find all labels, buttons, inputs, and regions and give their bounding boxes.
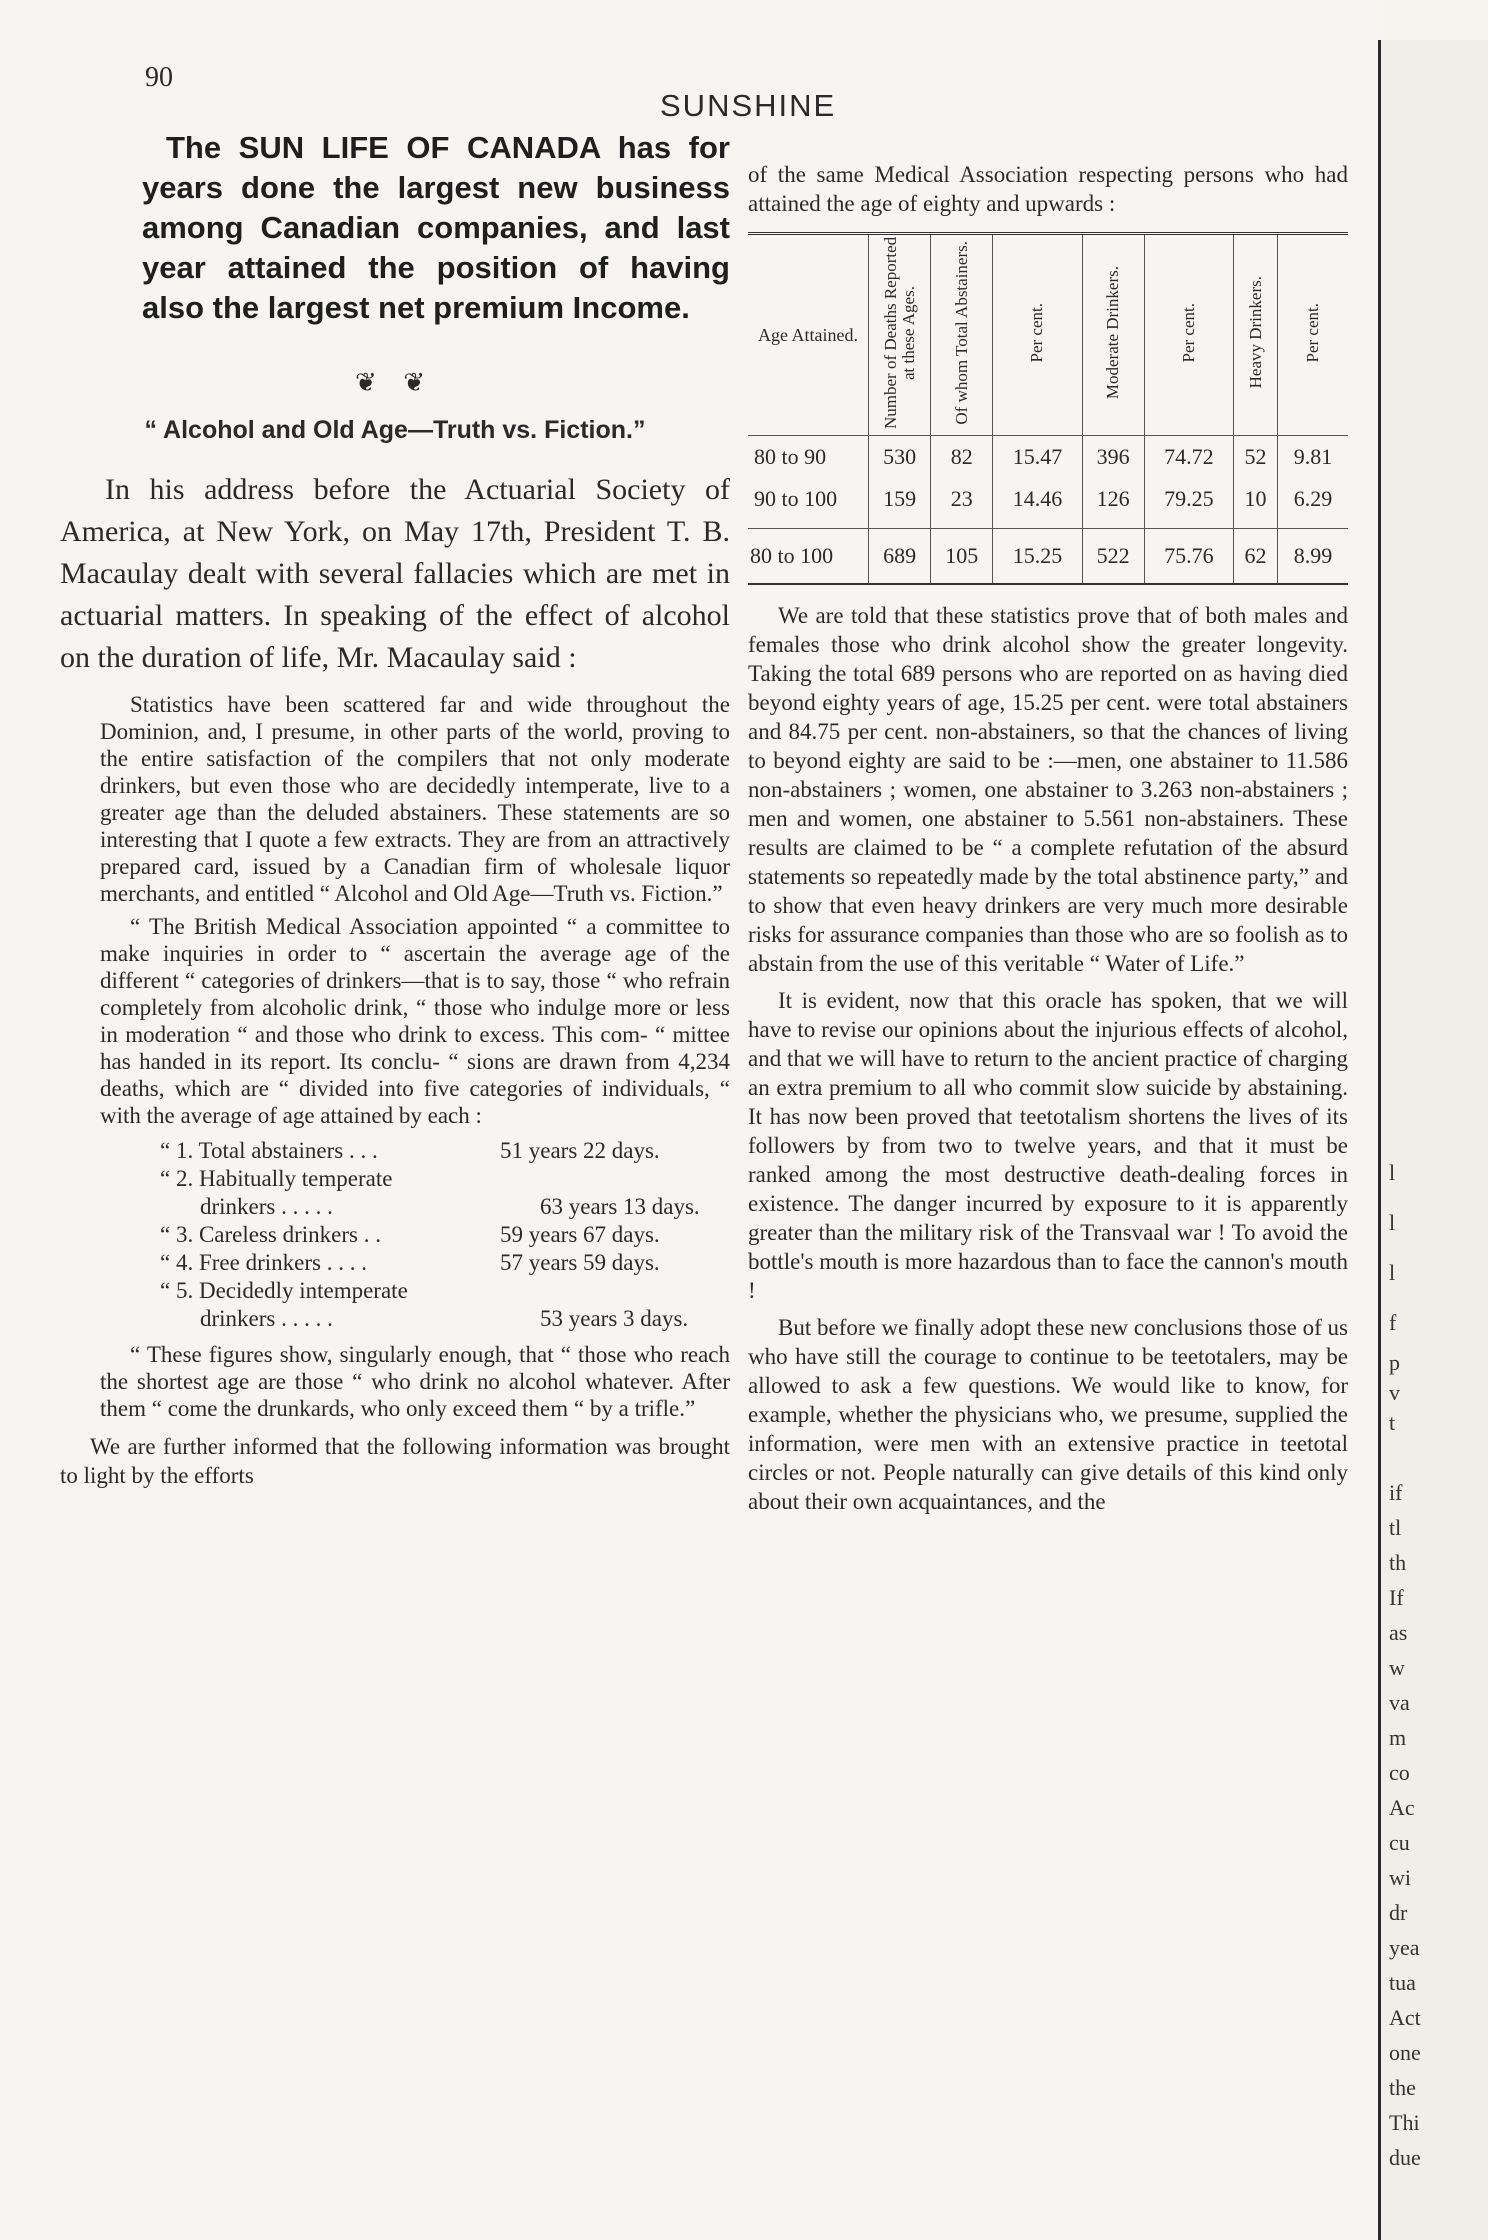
header-pct-label: Per cent. bbox=[1303, 302, 1323, 363]
body-paragraph: We are further informed that the following information was brought to light by the efforts bbox=[60, 1434, 730, 1488]
table-cell: 689 bbox=[869, 529, 931, 585]
table-header-row bbox=[748, 234, 1348, 436]
header-abstainers-label: Of whom Total Abstainers. bbox=[951, 240, 971, 425]
body-paragraph: But before we finally adopt these new conclusions those of us who have still the courage to continue to be teetotalers, may be allowed to ask a few questions. We would like to know, for example, whether the physicians who, we presume, supplied the information, were men with an extensive practice in teetotal circles or not. People naturally can give details of this kind only about their own acquaintances, and the bbox=[748, 1315, 1348, 1514]
table-cell: 52 bbox=[1233, 436, 1277, 479]
category-value: 53 years 3 days. bbox=[540, 1306, 689, 1331]
page-fragment: tl bbox=[1389, 1515, 1402, 1540]
right-column bbox=[748, 160, 1348, 1516]
category-value: 57 years 59 days. bbox=[500, 1250, 660, 1275]
intro-paragraph: In his address before the Actuarial Society of America, at New York, on May 17th, President T. B. Macaulay dealt with several fallacies which are met in actuarial matters. In speaking of the effect of alcohol on the duration of life, Mr. Macaulay said : bbox=[60, 473, 730, 674]
table-total-row bbox=[748, 529, 1348, 585]
page-fragment: yea bbox=[1389, 1935, 1420, 1960]
table-cell: 396 bbox=[1082, 436, 1144, 479]
category-value: 59 years 67 days. bbox=[500, 1222, 660, 1247]
page-fragment: Act bbox=[1389, 2005, 1421, 2030]
page-fragment: l bbox=[1389, 1260, 1396, 1285]
table-cell: 82 bbox=[931, 436, 993, 479]
category-value: 51 years 22 days. bbox=[500, 1138, 660, 1163]
table-cell: 9.81 bbox=[1293, 444, 1333, 469]
left-column bbox=[60, 128, 730, 1490]
table-row bbox=[748, 478, 1348, 529]
page-fragment: va bbox=[1389, 1690, 1410, 1715]
quoted-extract-end bbox=[60, 1341, 730, 1422]
category-label: “ 5. Decidedly intemperate bbox=[160, 1278, 408, 1303]
category-label: “ 3. Careless drinkers . . bbox=[160, 1222, 381, 1247]
table-cell: 80 to 90 bbox=[748, 436, 869, 479]
quote-paragraph: “ The British Medical Association appointed “ a committee to make inquiries in order to “ ascertain the average age of the different “ categories of drinkers—that is to say, those “ who refrain completely from alcoholic drink, “ those who indulge more or less in moderation “ and those who drink to excess. This com- “ mittee has handed in its report. Its conclu- “ sions are drawn from 4,234 deaths, which are “ divided into five categories of individuals, “ with the average of age attained by each : bbox=[100, 914, 730, 1128]
table-cell: 75.76 bbox=[1144, 529, 1233, 585]
category-row bbox=[100, 1277, 730, 1305]
page-fragment: t bbox=[1389, 1410, 1396, 1435]
page-fragment: co bbox=[1389, 1760, 1410, 1785]
header-abstainers bbox=[931, 234, 993, 436]
table-cell: 15.47 bbox=[993, 436, 1082, 479]
quoted-extract bbox=[60, 691, 730, 1129]
table-cell: 79.25 bbox=[1144, 478, 1233, 529]
header-pct-1 bbox=[993, 234, 1082, 436]
category-row bbox=[100, 1165, 730, 1193]
category-label: “ 2. Habitually temperate bbox=[160, 1166, 393, 1191]
category-row bbox=[100, 1305, 730, 1333]
ornament-icon: ❦ ❦ bbox=[354, 368, 436, 397]
header-pct-label: Per cent. bbox=[1178, 302, 1198, 363]
page-fragment: th bbox=[1389, 1550, 1407, 1575]
body-paragraph: It is evident, now that this oracle has spoken, that we will have to revise our opinions about the injurious effects of alcohol, and that we will have to return to the ancient practice of charging an extra premium to all who commit slow suicide by abstaining. It has now been proved that teetotalism shortens the lives of its followers by from two to twelve years, and that it must be ranked among the most destructive death-dealing forces in existence. The danger incurred by exposure to it is apparently greater than the military risk of the Transvaal war ! To avoid the bottle's mouth is more hazardous than to face the cannon's mouth ! bbox=[748, 988, 1348, 1303]
page-fragment: tua bbox=[1389, 1970, 1416, 1995]
page-fragment: cu bbox=[1389, 1830, 1410, 1855]
table-intro: of the same Medical Association respecting persons who had attained the age of eighty and upwards : bbox=[748, 162, 1348, 216]
table-cell: 74.72 bbox=[1144, 436, 1233, 479]
table-cell: 105 bbox=[931, 529, 993, 585]
header-moderate bbox=[1082, 234, 1144, 436]
table-cell: 14.46 bbox=[993, 478, 1082, 529]
page-fragment: f bbox=[1389, 1310, 1397, 1335]
table-cell: 62 bbox=[1233, 529, 1277, 585]
adjacent-page-edge bbox=[1378, 40, 1488, 2240]
running-title: SUNSHINE bbox=[660, 88, 837, 123]
table-cell: 15.25 bbox=[993, 529, 1082, 585]
page-fragment: dr bbox=[1389, 1900, 1408, 1925]
body-paragraph: We are told that these statistics prove that of both males and females those who drink alcohol show the greater longevity. Taking the total 689 persons who are reported on as having died beyond eighty years of age, 15.25 per cent. were total abstainers and 84.75 per cent. non-abstainers, so that the chances of living to beyond eighty are said to be :—men, one abstainer to 11.586 non-abstainers ; women, one abstainer to 3.263 non-abstainers ; men and women, one abstainer to 5.561 non-abstainers. These results are claimed to be “ a complete refutation of the absurd statements so repeatedly made by the total abstinence party,” and to show that even heavy drinkers are very much more desirable risks for assurance companies than those who are so foolish as to abstain from the use of this veritable “ Water of Life.” bbox=[748, 603, 1348, 976]
table-cell: 23 bbox=[931, 478, 993, 529]
page-fragment: due bbox=[1389, 2145, 1421, 2170]
page-number: 90 bbox=[145, 62, 173, 93]
table-cell: 8.99 bbox=[1278, 529, 1348, 585]
header-heavy bbox=[1233, 234, 1277, 436]
table-cell: 126 bbox=[1082, 478, 1144, 529]
category-row bbox=[100, 1221, 730, 1249]
page-fragment: as bbox=[1389, 1620, 1408, 1645]
page-fragment: one bbox=[1389, 2040, 1421, 2065]
page-fragment: wi bbox=[1389, 1865, 1411, 1890]
page-fragment: w bbox=[1389, 1655, 1405, 1680]
page-fragment: Ac bbox=[1389, 1795, 1415, 1820]
page-fragment: l bbox=[1389, 1210, 1396, 1235]
category-row bbox=[100, 1137, 730, 1165]
page-fragment: If bbox=[1389, 1585, 1404, 1610]
category-value bbox=[500, 1277, 730, 1305]
category-value: 63 years 13 days. bbox=[540, 1194, 700, 1219]
page-fragment: if bbox=[1389, 1480, 1403, 1505]
table-cell: 530 bbox=[869, 436, 931, 479]
page-fragment: v bbox=[1389, 1380, 1400, 1405]
table-row bbox=[748, 436, 1348, 479]
header-deaths-label: Number of Deaths Reported at these Ages. bbox=[880, 236, 918, 429]
article-title: “ Alcohol and Old Age—Truth vs. Fiction.” bbox=[144, 416, 646, 444]
category-value bbox=[500, 1165, 730, 1193]
table-cell: 10 bbox=[1233, 478, 1277, 529]
page-fragment: the bbox=[1389, 2075, 1416, 2100]
quote-paragraph: “ These figures show, singularly enough, that “ those who reach the shortest age are those “ who drink no alcohol whatever. After them “ come the drunkards, who only exceed them “ by a trifle.” bbox=[100, 1342, 730, 1421]
page-fragment: m bbox=[1389, 1725, 1407, 1750]
page-fragment: l bbox=[1389, 1160, 1396, 1185]
table-cell: 159 bbox=[869, 478, 931, 529]
header-heavy-label: Heavy Drinkers. bbox=[1245, 276, 1265, 389]
header-pct-3 bbox=[1278, 234, 1348, 436]
page-fragment: Thi bbox=[1389, 2110, 1420, 2135]
category-label: drinkers . . . . . bbox=[200, 1194, 333, 1219]
table-cell: 6.29 bbox=[1293, 486, 1333, 511]
table-cell: 90 to 100 bbox=[748, 478, 869, 529]
table-cell: 80 to 100 bbox=[748, 529, 869, 585]
header-pct-label: Per cent. bbox=[1027, 302, 1047, 363]
page-fragment: p bbox=[1389, 1350, 1400, 1375]
header-deaths bbox=[869, 234, 931, 436]
statistics-table bbox=[748, 232, 1348, 585]
category-label: drinkers . . . . . bbox=[200, 1306, 333, 1331]
category-row bbox=[100, 1193, 730, 1221]
category-label: “ 1. Total abstainers . . . bbox=[160, 1138, 378, 1163]
advertisement: The SUN LIFE OF CANADA has for years done the largest new business among Canadian companies, and last year attained the position of having also the largest net premium Income. bbox=[142, 130, 730, 325]
quote-paragraph: Statistics have been scattered far and wide throughout the Dominion, and, I presume, in other parts of the world, proving to the entire satisfaction of the compilers that not only moderate drinkers, but even those who are decidedly intemperate, live to a greater age than the deluded abstainers. These statements are so interesting that I quote a few extracts. They are from an attractively prepared card, issued by a Canadian firm of wholesale liquor merchants, and entitled “ Alcohol and Old Age—Truth vs. Fiction.” bbox=[100, 692, 730, 906]
header-age: Age Attained. bbox=[748, 234, 869, 436]
category-row bbox=[100, 1249, 730, 1277]
header-pct-2 bbox=[1144, 234, 1233, 436]
category-label: “ 4. Free drinkers . . . . bbox=[160, 1250, 367, 1275]
category-list bbox=[60, 1137, 730, 1333]
table-cell: 522 bbox=[1082, 529, 1144, 585]
header-moderate-label: Moderate Drinkers. bbox=[1103, 265, 1123, 400]
